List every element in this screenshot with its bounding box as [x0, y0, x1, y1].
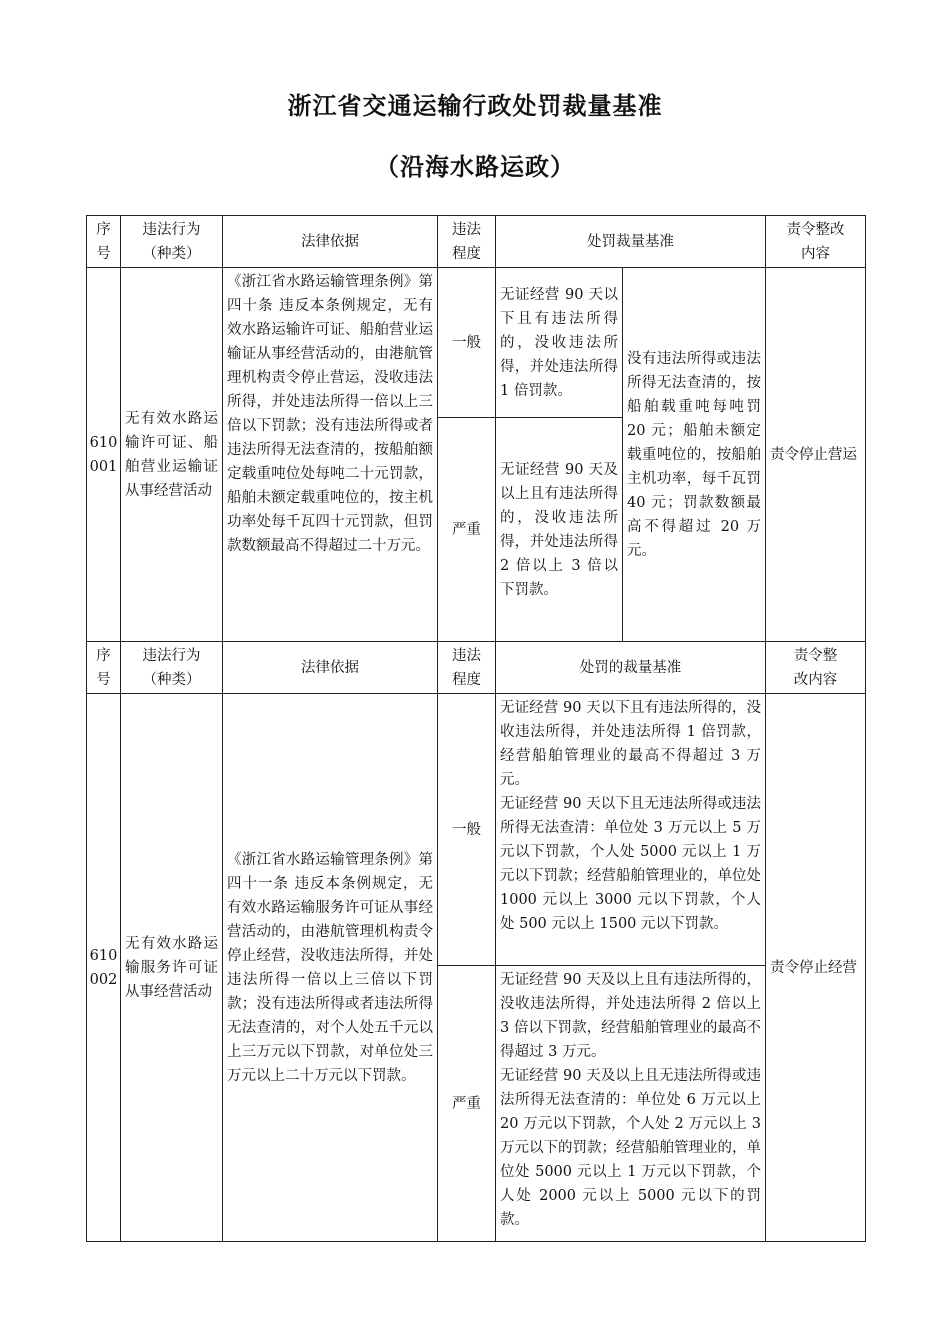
row-rectify: 责令停止营运	[766, 268, 866, 642]
standard-general-with-income: 无证经营 90 天以下且有违法所得的，没收违法所得，并处违法所得 1 倍罚款，经营船舶管理业的最高不得超过 3 万元。	[500, 700, 761, 788]
penalty-table	[86, 215, 866, 1242]
row-act: 无有效水路运输服务许可证从事经营活动	[121, 694, 223, 1242]
row-act: 无有效水路运输许可证、船舶营业运输证从事经营活动	[121, 268, 223, 642]
header-basis: 法律依据	[223, 642, 438, 694]
document-title: 浙江省交通运输行政处罚裁量基准	[287, 91, 663, 120]
header-rectify: 责令整 改内容	[766, 642, 866, 694]
table-header-row	[87, 642, 866, 694]
row-no: 610 001	[87, 268, 121, 642]
standard-general-without-income: 无证经营 90 天以下且无违法所得或违法所得无法查清：单位处 3 万元以上 5 万元以下罚款，个人处 5000 元以上 1 万元以下罚款；经营船舶管理业的，单位处 1000 元以上 3000 元以下罚款，个人处 500 元以上 1500 元以下罚款。	[500, 796, 761, 932]
header-act: 违法行为 （种类）	[121, 216, 223, 268]
row-standard-serious: 无证经营 90 天及以上且有违法所得的，没收违法所得，并处违法所得 2 倍以上 3 倍以下罚款。	[496, 418, 623, 642]
row-degree-general: 一般	[438, 694, 496, 966]
row-degree-general: 一般	[438, 268, 496, 418]
table-row	[87, 268, 866, 418]
row-no: 610 002	[87, 694, 121, 1242]
header-degree: 违法 程度	[438, 642, 496, 694]
header-basis: 法律依据	[223, 216, 438, 268]
document-subtitle: （沿海水路运政）	[375, 152, 575, 181]
table-row	[87, 694, 866, 966]
header-rectify: 责令整改 内容	[766, 216, 866, 268]
header-no: 序 号	[87, 642, 121, 694]
table-header-row	[87, 216, 866, 268]
header-degree: 违法 程度	[438, 216, 496, 268]
row-degree-serious: 严重	[438, 418, 496, 642]
row-degree-serious: 严重	[438, 966, 496, 1242]
row-basis: 《浙江省水路运输管理条例》第四十条 违反本条例规定，无有效水路运输许可证、船舶营业运输证从事经营活动的，由港航管理机构责令停止营运，没收违法所得，并处违法所得一倍以上三倍以下罚款；没有违法所得或者违法所得无法查清的，按船舶额定载重吨位处每吨二十元罚款，船舶未额定载重吨位的，按主机功率处每千瓦四十元罚款，但罚款数额最高不得超过二十万元。	[223, 268, 438, 642]
row-standard-general: 无证经营 90 天以下且有违法所得的，没收违法所得，并处违法所得 1 倍罚款。	[496, 268, 623, 418]
header-standard: 处罚裁量基准	[496, 216, 766, 268]
standard-serious-with-income: 无证经营 90 天及以上且有违法所得的，没收违法所得，并处违法所得 2 倍以上 3 倍以下罚款，经营船舶管理业的最高不得超过 3 万元。	[500, 972, 761, 1060]
row-rectify: 责令停止经营	[766, 694, 866, 1242]
standard-serious-without-income: 无证经营 90 天及以上且无违法所得或违法所得无法查清的：单位处 6 万元以上 20 万元以下罚款，个人处 2 万元以上 3 万元以下的罚款；经营船舶管理业的，单位处 5000 元以上 1 万元以下罚款，个人处 2000 元以上 5000 元以下的罚款。	[500, 1068, 761, 1228]
row-basis: 《浙江省水路运输管理条例》第四十一条 违反本条例规定，无有效水路运输服务许可证从事经营活动的，由港航管理机构责令停止经营，没收违法所得，并处违法所得一倍以上三倍以下罚款；没有违法所得或者违法所得无法查清的，对个人处五千元以上三万元以下罚款，对单位处三万元以上二十万元以下罚款。	[223, 694, 438, 1242]
header-no: 序 号	[87, 216, 121, 268]
row-standard-general	[496, 694, 766, 966]
header-act: 违法行为 （种类）	[121, 642, 223, 694]
header-standard: 处罚的裁量基准	[496, 642, 766, 694]
row-standard-shared: 没有违法所得或违法所得无法查清的，按船舶载重吨每吨罚 20 元；船舶未额定载重吨位的，按船舶主机功率，每千瓦罚 40 元；罚款数额最高不得超过 20 万元。	[623, 268, 766, 642]
row-standard-serious	[496, 966, 766, 1242]
